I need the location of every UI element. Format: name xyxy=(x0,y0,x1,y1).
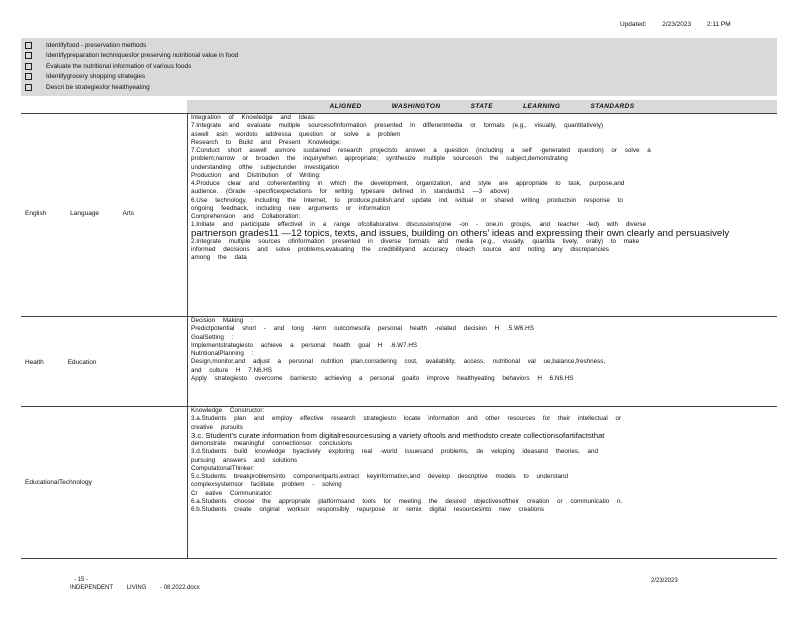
standard-line: aswell asin wordsto addressa question or solve a problem xyxy=(191,130,401,138)
standard-line: Implementstrategiesto achieve a personal health goal H .6.W7.HS xyxy=(191,341,418,349)
standard-line: pursuing answers and solutions xyxy=(191,456,298,464)
standard-line: 6.b.Students create original worksor responsibly repurpose or remix digital resourcesinto new creations xyxy=(191,506,544,513)
standard-line: 6.Use technology, including the Internet, to produce,publish,and update ind ividual or shared writing productsin response to xyxy=(191,196,623,204)
standard-line: demonstrate meaningful connectionsor conclusions xyxy=(191,440,353,447)
standard-line: Knowledge Constructor: xyxy=(191,407,265,414)
standard-line: Integration of Knowledge and Ideas: xyxy=(191,114,316,121)
standard-line: partnerson grades11 —12 topics, texts, and issues, building on others' ideas and expressing their own clearly and persuasively xyxy=(191,227,730,239)
footer-date: 2/23/2023 xyxy=(651,578,678,584)
row-label-edtech: EducationalTechnology xyxy=(25,479,92,486)
document-name xyxy=(70,585,212,593)
standard-line: ComputationalThinker: xyxy=(191,464,255,472)
document-name-part: LIVING xyxy=(126,584,147,591)
standard-line: 3.d.Students build knowledge byactively exploring real -world issuesand problems, de veloping ideasand theories, and xyxy=(191,448,599,456)
standard-line: Research to Build and Present Knowledge: xyxy=(191,138,342,146)
objective-text: Identifyfood - preservation methods xyxy=(46,41,147,49)
standard-line: Production and Distribution of Writing: xyxy=(191,171,321,179)
standard-line: ongoing feedback, including new arguments or information xyxy=(191,204,391,212)
standard-line: 3.a.Students plan and employ effective research strategiesto locate information and other resources for their intellectual or xyxy=(191,415,622,423)
standard-line: 4.Produce clear and coherentwriting in which the development, organization, and style are appropriate to task, purpose,and xyxy=(191,180,625,187)
standard-line: Comprehension and Collaboration: xyxy=(191,213,301,220)
checkbox-icon xyxy=(25,52,32,59)
standard-line: 7.Integrate and evaluate multiple sourcesofinformation presented in differentmedia or formats (e.g., visually, quantitatively) xyxy=(191,122,603,130)
objectives-list xyxy=(21,38,777,96)
document-name-part: - 08.2022.docx xyxy=(160,584,200,591)
objective-item xyxy=(25,82,773,93)
updated-time: 2:11 PM xyxy=(706,21,731,28)
standard-line: GoalSetting : xyxy=(191,333,234,341)
standard-line: 5.c.Students breakproblemsinto componentparts,extract keyinformation,and develop descriptive models to understand xyxy=(191,473,569,480)
updated-stamp xyxy=(620,21,745,28)
standard-line: Decision Making : xyxy=(191,317,253,324)
objective-item xyxy=(25,51,773,62)
standard-line: 2.Integrate multiple sources ofinformation presented in diverse formats and media (e.g., visually, quantita tively, orally) to make xyxy=(191,237,640,245)
objective-item xyxy=(25,40,773,51)
table-row xyxy=(21,316,777,407)
table-row xyxy=(21,113,777,317)
standard-line: understanding ofthe subjectunder investigation xyxy=(191,163,340,171)
objective-text: Descri be strategiesfor healthyeating xyxy=(46,83,150,91)
checkbox-icon xyxy=(25,84,32,91)
standard-line: informed decisions and solve problems,evaluating the credibilityand accuracy ofeach source and noting any discrepancies xyxy=(191,246,609,253)
standards-cell xyxy=(187,407,777,559)
standard-line: Cr eative Communicator: xyxy=(191,489,273,497)
row-label-health: Health Education xyxy=(25,359,97,366)
standard-line: and culture H 7.N6.HS xyxy=(191,366,272,374)
table-row xyxy=(21,406,777,559)
checkbox-icon xyxy=(25,63,32,70)
aligned-standards-heading: ALIGNED WASHINGTON STATE LEARNING STANDARDS xyxy=(187,100,777,113)
standard-line: among the data xyxy=(191,254,247,262)
standard-line: NutritionalPlanning : xyxy=(191,350,254,357)
objective-text: Identifypreparation techniquesfor preserving nutritional value in food xyxy=(46,52,239,60)
standard-line: audience. (Grade -specificexpectations for writing typesare defined in standards1 —3 above) xyxy=(191,188,510,196)
row-label-english: English Language Arts xyxy=(25,210,135,217)
updated-label: Updated: xyxy=(620,21,647,28)
standard-line: problem;narrow or broaden the inquirywhen appropriate; synthesize multiple sourceson the subject,demonstrating xyxy=(191,155,568,163)
standard-line: creative pursuits xyxy=(191,423,243,431)
standards-cell xyxy=(187,317,777,407)
page-number: - 15 - xyxy=(74,577,89,583)
standard-line: 7.Conduct short aswell asmore sustained research projectsto answer a question (including a self -generated question) or solve a xyxy=(191,147,651,154)
checkbox-icon xyxy=(25,73,32,80)
standard-line: Apply strategiesto overcome barriersto achieving a personal goalto improve healthyeating behaviors H 6.N6.HS xyxy=(191,374,574,382)
standard-line: complexsystemsor facilitate problem - solving xyxy=(191,481,342,489)
footer-left xyxy=(70,577,212,592)
standard-line: 3.c. Student's curate information from digitalresourcesusing a variety oftools and methodsto create collectionsofartifactsthat xyxy=(191,430,605,440)
updated-date: 2/23/2023 xyxy=(662,21,692,28)
checkbox-icon xyxy=(25,42,32,49)
standards-cell xyxy=(187,114,777,317)
standard-line: 6.a.Students choose the appropriate platformsand tools for meeting the desired objectivesoftheir creation or communicatio n. xyxy=(191,497,623,505)
standard-line: Design,monitor,and adjust a personal nutrition plan,considering cost, availability, access, nutritional val ue,balance,freshness, xyxy=(191,358,606,366)
standard-line: Predictpotential short - and long -term outcomesofa personal health -related decision H .5.W6.HS xyxy=(191,325,534,333)
standard-line: 1.Initiate and participate effectivel in a range ofcollaborative discussions(one -on - one,in groups, and teacher -led) with diverse xyxy=(191,221,647,229)
objective-text: Evaluate the nutritional information of various foods xyxy=(46,62,192,70)
document-name-part: INDEPENDENT xyxy=(70,584,114,591)
objective-text: Identifygrocery shopping strategies xyxy=(46,73,146,81)
objective-item xyxy=(25,61,773,72)
table-bottom-border xyxy=(21,558,777,559)
objective-item xyxy=(25,72,773,83)
